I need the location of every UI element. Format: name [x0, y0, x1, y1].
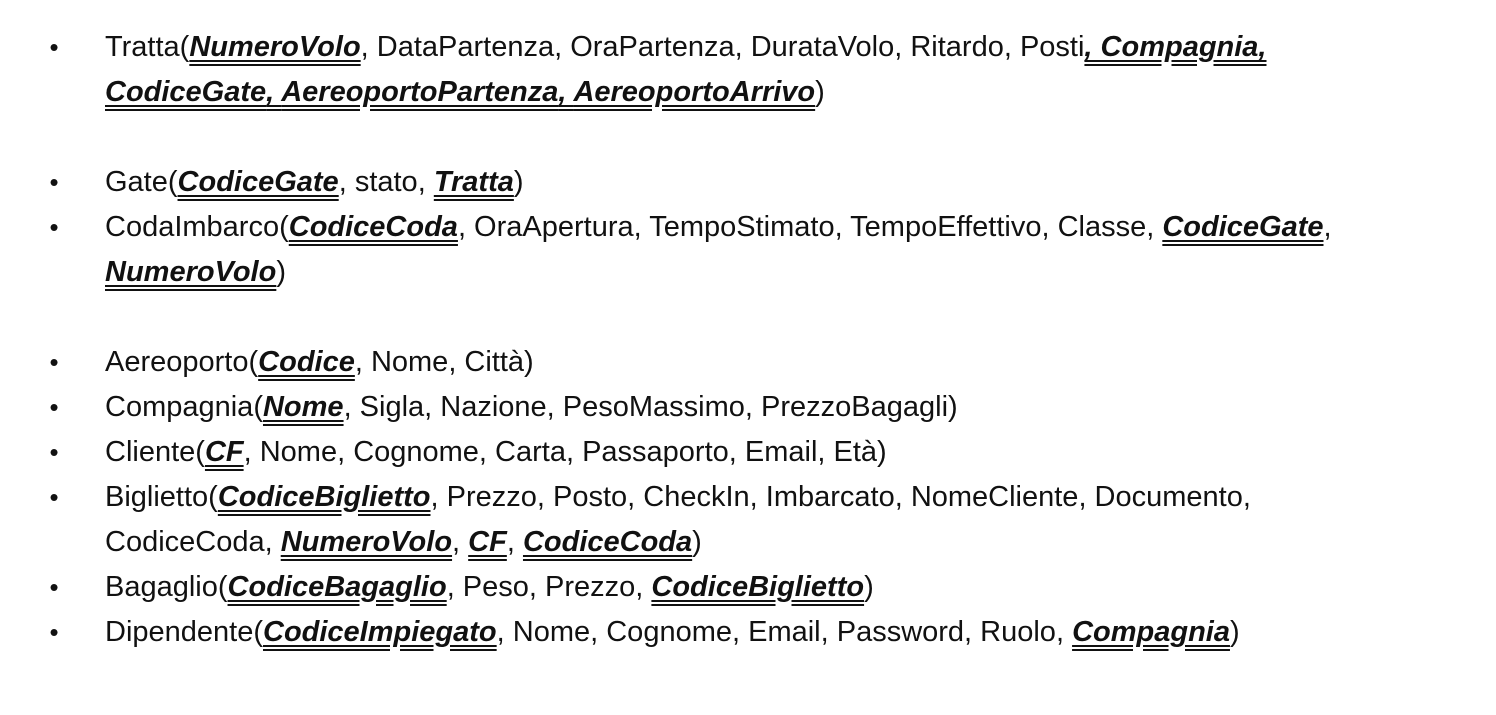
attribute-text: ) [692, 526, 702, 558]
key-attribute: , [558, 76, 574, 108]
schema-entry-cliente [0, 430, 1496, 475]
attribute-text: Tratta( [105, 31, 190, 63]
attribute-text: Compagnia( [105, 391, 263, 423]
key-attribute: NumeroVolo [105, 256, 277, 288]
attribute-text: , OraApertura, TempoStimato, TempoEffettivo, Classe, [457, 211, 1163, 243]
key-attribute: CodiceImpiegato [263, 616, 497, 648]
entry-line [105, 160, 1476, 205]
attribute-text: ) [1229, 616, 1240, 648]
attribute-text: , Nome, Città) [354, 346, 534, 378]
relational-schema-list [0, 25, 1496, 655]
key-attribute: CodiceBiglietto [651, 571, 865, 603]
entry-line [105, 70, 1476, 115]
schema-entry-biglietto [0, 475, 1496, 565]
attribute-text: ) [513, 166, 524, 198]
key-attribute: , [266, 76, 282, 108]
attribute-text: , Prezzo, Posto, CheckIn, Imbarcato, NomeCliente, Documento, [430, 481, 1251, 513]
bullet-icon: • [49, 212, 59, 242]
attribute-text: , [1323, 211, 1332, 243]
attribute-text: , DataPartenza, OraPartenza, DurataVolo, Ritardo, Posti [360, 31, 1085, 63]
key-attribute: Nome [262, 391, 344, 423]
bullet-icon: • [49, 392, 59, 422]
key-attribute: Tratta [433, 166, 514, 198]
entry-line [105, 250, 1476, 295]
bullet-icon: • [49, 437, 59, 467]
schema-entry-dipendente [0, 610, 1496, 655]
bullet-icon: • [49, 32, 59, 62]
schema-entry-aereoporto [0, 340, 1496, 385]
attribute-text: Dipendente( [105, 616, 263, 648]
key-attribute: Codice [258, 346, 355, 378]
attribute-text: , Sigla, Nazione, PesoMassimo, PrezzoBagagli) [343, 391, 958, 423]
key-attribute: Compagnia [1072, 616, 1230, 648]
key-attribute: AereoportoArrivo [573, 76, 816, 108]
key-attribute: NumeroVolo [280, 526, 453, 558]
attribute-text: Cliente( [105, 436, 205, 468]
entry-line [105, 565, 1476, 610]
bullet-icon: • [49, 347, 59, 377]
attribute-text: CodiceCoda, [105, 526, 281, 558]
entry-line [105, 25, 1476, 70]
attribute-text: ) [276, 256, 286, 288]
attribute-text: ) [864, 571, 874, 603]
bullet-icon: • [49, 167, 59, 197]
key-attribute: CodiceGate [105, 76, 267, 108]
attribute-text: , [452, 526, 469, 558]
attribute-text: Gate( [105, 166, 178, 198]
key-attribute: CF [204, 436, 244, 468]
attribute-text: , Nome, Cognome, Carta, Passaporto, Email, Età) [243, 436, 887, 468]
schema-entry-gate [0, 160, 1496, 205]
schema-entry-tratta [0, 25, 1496, 115]
key-attribute: CodiceGate [1162, 211, 1324, 243]
attribute-text: ) [815, 76, 825, 108]
entry-line [105, 430, 1476, 475]
key-attribute: AereoportoPartenza [281, 76, 559, 108]
attribute-text: , Nome, Cognome, Email, Password, Ruolo, [496, 616, 1073, 648]
attribute-text: CodaImbarco( [105, 211, 289, 243]
attribute-text: , Peso, Prezzo, [446, 571, 652, 603]
attribute-text: Bagaglio( [105, 571, 228, 603]
bullet-icon: • [49, 617, 59, 647]
entry-line [105, 385, 1476, 430]
key-attribute: CodiceBiglietto [217, 481, 431, 513]
attribute-text: , stato, [338, 166, 434, 198]
key-attribute: CodiceCoda [522, 526, 693, 558]
entry-line [105, 475, 1476, 520]
key-attribute: , Compagnia, [1084, 31, 1267, 63]
attribute-text: , [506, 526, 523, 558]
entry-line [105, 205, 1476, 250]
key-attribute: CodiceGate [177, 166, 339, 198]
key-attribute: NumeroVolo [189, 31, 361, 63]
attribute-text: Aereoporto( [105, 346, 259, 378]
bullet-icon: • [49, 482, 59, 512]
entry-line [105, 610, 1476, 655]
schema-entry-bagaglio [0, 565, 1496, 610]
schema-entry-compagnia [0, 385, 1496, 430]
attribute-text: Biglietto( [105, 481, 218, 513]
bullet-icon: • [49, 572, 59, 602]
key-attribute: CodiceBagaglio [227, 571, 447, 603]
schema-entry-codaimbarco [0, 205, 1496, 295]
key-attribute: CodiceCoda [288, 211, 458, 243]
key-attribute: CF [468, 526, 507, 558]
entry-line [105, 340, 1476, 385]
entry-line [105, 520, 1476, 565]
